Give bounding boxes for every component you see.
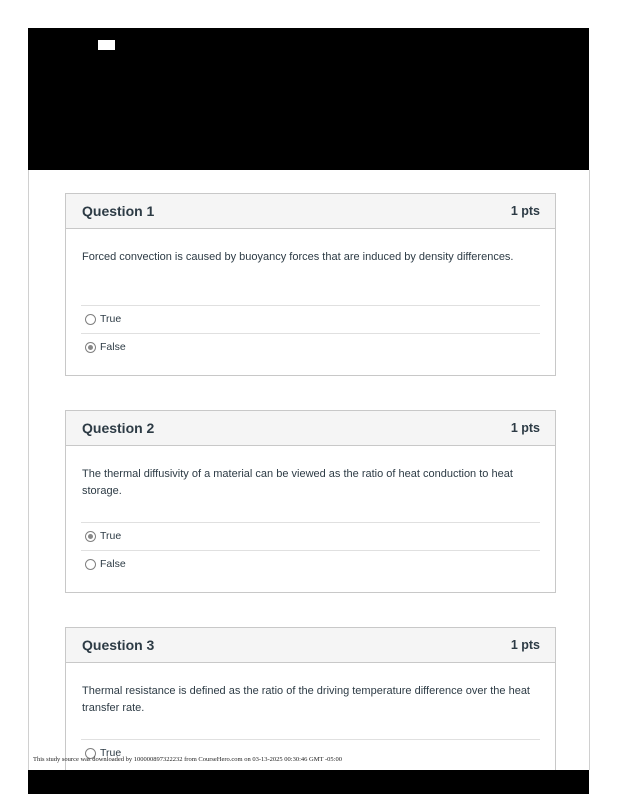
question-points: 1 pts (510, 421, 540, 435)
answer-list (81, 522, 540, 578)
question-card-3 (65, 627, 556, 770)
radio-unchecked-icon[interactable] (85, 314, 96, 325)
answer-list (81, 305, 540, 361)
download-watermark: This study source was downloaded by 100000897322232 from CourseHero.com on 03-13-2025 00:30:46 GMT -05:00 (33, 756, 342, 763)
question-header (66, 628, 555, 663)
question-text: Forced convection is caused by buoyancy forces that are induced by density differences. (82, 251, 514, 263)
answer-option-true[interactable] (81, 522, 540, 550)
answer-option-true[interactable] (81, 305, 540, 333)
logo-mark (98, 40, 115, 50)
radio-checked-icon[interactable] (85, 342, 96, 353)
top-banner (28, 28, 589, 170)
question-text: Thermal resistance is defined as the ratio of the driving temperature difference over the heat transfer rate. (82, 685, 530, 714)
answer-option-false[interactable] (81, 333, 540, 361)
question-header (66, 194, 555, 229)
answer-label: False (100, 558, 126, 570)
question-card-1 (65, 193, 556, 376)
question-text: The thermal diffusivity of a material can be viewed as the ratio of heat conduction to heat storage. (82, 468, 513, 497)
radio-checked-icon[interactable] (85, 531, 96, 542)
answer-option-false[interactable] (81, 550, 540, 578)
answer-label: True (100, 530, 122, 542)
answer-label: False (100, 341, 126, 353)
question-title: Question 3 (82, 637, 155, 653)
question-card-2 (65, 410, 556, 593)
question-title: Question 2 (82, 420, 155, 436)
radio-unchecked-icon[interactable] (85, 559, 96, 570)
question-points: 1 pts (510, 638, 540, 652)
question-title: Question 1 (82, 203, 155, 219)
question-header (66, 411, 555, 446)
quiz-content (28, 170, 590, 770)
bottom-banner (28, 770, 589, 794)
question-points: 1 pts (510, 204, 540, 218)
answer-label: True (100, 747, 122, 759)
answer-label: True (100, 313, 122, 325)
